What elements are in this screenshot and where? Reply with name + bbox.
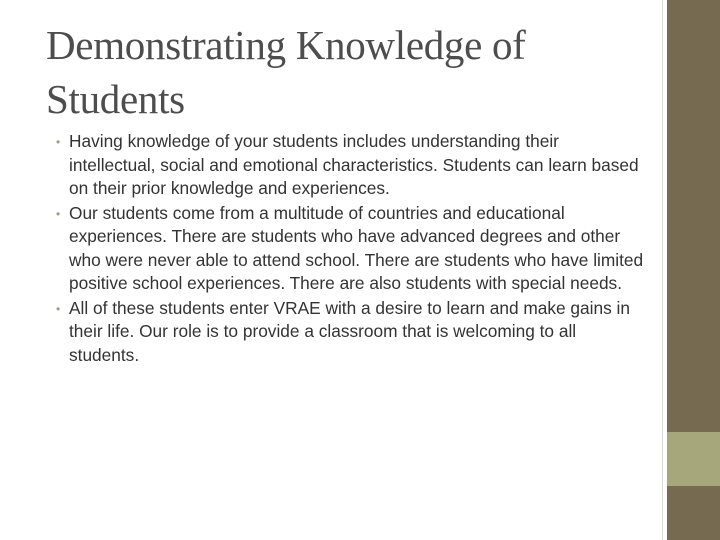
sidebar-divider: [662, 0, 663, 540]
sidebar-accent-block: [667, 432, 720, 486]
bullet-text: Having knowledge of your students includes understanding their intellectual, social and emotional characteristics. Students can learn based on their prior knowledge and experiences.: [69, 131, 639, 198]
bullet-item: [50, 297, 650, 368]
bullet-icon: •: [56, 206, 61, 221]
bullet-list: [50, 130, 650, 368]
bullet-icon: •: [56, 301, 61, 316]
bullet-text: Our students come from a multitude of countries and educational experiences. There are students who have advanced degrees and other who were never able to attend school. There are students who have limited positive school experiences. There are also students with special needs.: [69, 202, 644, 293]
bullet-item: [50, 202, 650, 296]
bullet-item: [50, 130, 650, 201]
slide-title: Demonstrating Knowledge of Students: [46, 22, 526, 122]
bullet-text: All of these students enter VRAE with a desire to learn and make gains in their life. Our role is to provide a classroom that is welcoming to all students.: [69, 297, 630, 365]
bullet-icon: •: [56, 135, 61, 149]
